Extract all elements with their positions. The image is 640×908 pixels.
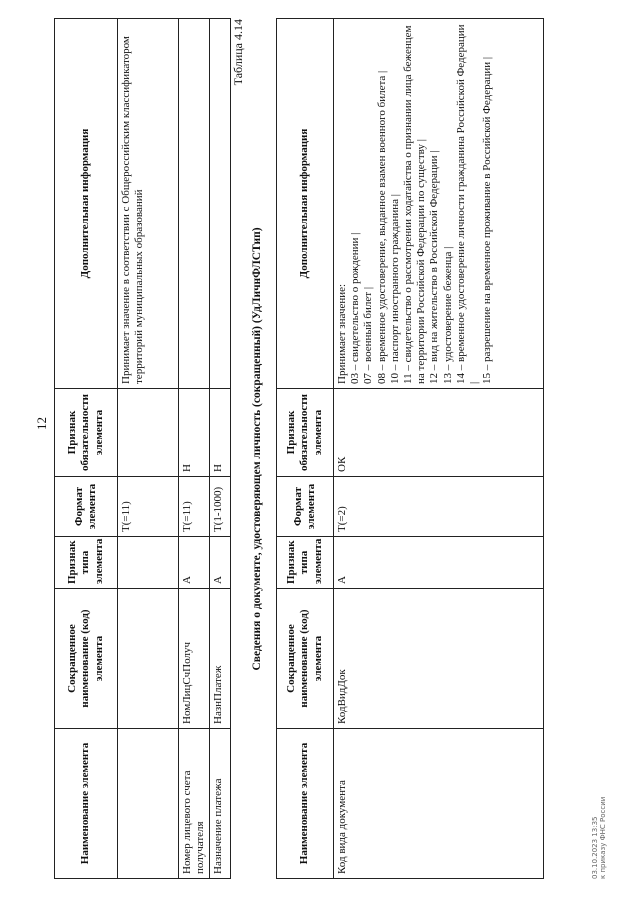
cell-required: Н xyxy=(210,389,231,477)
header-required: Признак обязательности элемента xyxy=(55,389,118,477)
info-line: 12 – вид на жительство в Российской Федерации | xyxy=(428,150,441,384)
cell-type: А xyxy=(334,537,544,589)
cell-required: Н xyxy=(179,389,210,477)
table-continuation xyxy=(54,18,231,879)
footer-line: 03.10.2023 13:35 xyxy=(591,816,599,879)
cell-format: T(=2) xyxy=(334,477,544,537)
info-line: Принимает значение: xyxy=(336,283,348,384)
cell-name: Код вида документа xyxy=(334,729,544,879)
cell-code: НазнПлатеж xyxy=(210,589,231,729)
header-format: Формат элемента xyxy=(55,477,118,537)
cell-format: T(=11) xyxy=(118,477,179,537)
cell-code: НомЛицСчПолуч xyxy=(179,589,210,729)
info-line: 03 – свидетельство о рождении | xyxy=(349,232,362,384)
header-type: Признак типа элемента xyxy=(55,537,118,589)
table-row xyxy=(210,19,231,879)
header-name: Наименование элемента xyxy=(277,729,334,879)
cell-info xyxy=(179,19,210,389)
footer-stamp xyxy=(592,699,607,879)
info-line: 15 – разрешение на временное проживание в Российской Федерации | xyxy=(481,56,494,384)
table-header-row xyxy=(55,19,118,879)
header-name: Наименование элемента xyxy=(55,729,118,879)
footer-line: к приказу ФНС России xyxy=(598,796,607,879)
cell-info xyxy=(334,19,544,389)
table-caption-number: Таблица 4.14 xyxy=(231,19,245,86)
cell-type: А xyxy=(179,537,210,589)
info-line: 07 – военный билет | xyxy=(362,286,375,384)
cell-name: Назначение платежа xyxy=(210,729,231,879)
info-line: 13 – удостоверение беженца | xyxy=(441,246,454,384)
cell-format: T(1-1000) xyxy=(210,477,231,537)
cell-name: Номер лицевого счета получателя xyxy=(179,729,210,879)
header-required: Признак обязательности элемента xyxy=(277,389,334,477)
table-header-row xyxy=(277,19,334,879)
cell-code: КодВидДок xyxy=(334,589,544,729)
info-line: 10 – паспорт иностранного гражданина | xyxy=(388,194,401,384)
cell-type: А xyxy=(210,537,231,589)
info-line: 14 – временное удостоверение личности гражданина Российской Федерации | xyxy=(454,24,480,384)
cell-required: ОК xyxy=(334,389,544,477)
table-row xyxy=(179,19,210,879)
page-number: 12 xyxy=(34,417,49,430)
header-code: Сокращенное наименование (код) элемента xyxy=(55,589,118,729)
header-info: Дополнительная информация xyxy=(277,19,334,389)
cell-type xyxy=(118,537,179,589)
info-line: 11 – свидетельство о рассмотрении ходатайства о признании лица беженцем на территории Российской Федерации по существу | xyxy=(401,25,428,384)
table-row xyxy=(118,19,179,879)
cell-name xyxy=(118,729,179,879)
cell-format: T(=11) xyxy=(179,477,210,537)
cell-info xyxy=(210,19,231,389)
header-format: Формат элемента xyxy=(277,477,334,537)
cell-code xyxy=(118,589,179,729)
header-type: Признак типа элемента xyxy=(277,537,334,589)
table-identity-document xyxy=(276,18,544,879)
landscape-sheet xyxy=(54,19,614,879)
cell-info: Принимает значение в соответствии с Общероссийским классификатором территорий муниципальных образований xyxy=(118,19,179,389)
table-row xyxy=(334,19,544,879)
header-info: Дополнительная информация xyxy=(55,19,118,389)
table-caption-title: Сведения о документе, удостоверяющем личность (сокращенный) (УдЛичнФЛСТип) xyxy=(251,227,263,671)
header-code: Сокращенное наименование (код) элемента xyxy=(277,589,334,729)
info-line: 08 – временное удостоверение, выданное взамен военного билета | xyxy=(375,70,388,384)
cell-required xyxy=(118,389,179,477)
